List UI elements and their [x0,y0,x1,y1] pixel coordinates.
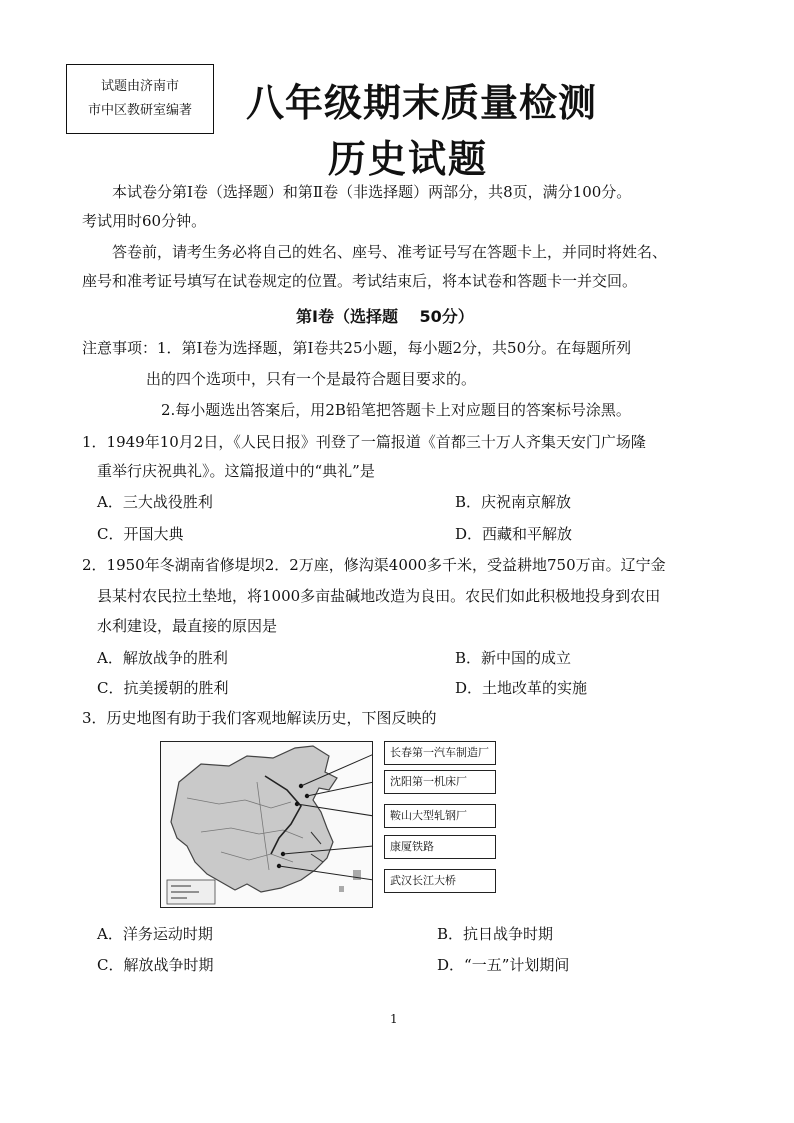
exam-subtitle: 历史试题 [328,137,489,181]
q1-option-a: A．三大战役胜利 [97,493,213,511]
callout-wuhan-yangtze-bridge: 武汉长江大桥 [384,869,496,893]
q1-stem-line2: 重举行庆祝典礼》。这篇报道中的“典礼”是 [97,462,375,480]
notice-line3: 2.每小题选出答案后，用2B铅笔把答题卡上对应题目的答案标号涂黑。 [161,401,631,419]
q3-option-d: D．“一五”计划期间 [437,956,570,974]
notice-line2: 出的四个选项中，只有一个是最符合题目要求的。 [146,370,477,388]
notice-line1: 注意事项：1．第Ⅰ卷为选择题，第Ⅰ卷共25小题，每小题2分，共50分。在每题所列 [82,339,632,357]
q1-option-d: D．西藏和平解放 [455,525,573,543]
q2-stem-line1: 2．1950年冬湖南省修堤坝2．2万座，修沟渠4000多千米，受益耕地750万亩。辽宁金 [82,556,666,574]
q1-option-c: C．开国大典 [97,525,184,543]
callout-anshan-steel-mill: 鞍山大型轧钢厂 [384,804,496,828]
stamp-line-2: 市中区教研室编著 [87,103,192,118]
stamp-line-1: 试题由济南市 [100,79,179,94]
q1-stem-line1: 1．1949年10月2日，《人民日报》刊登了一篇报道《首都三十万人齐集天安门广场隆 [82,433,646,451]
q3-stem-line1: 3．历史地图有助于我们客观地解读历史，下图反映的 [82,709,437,727]
q1-option-b: B．庆祝南京解放 [455,493,572,511]
q3-option-b: B．抗日战争时期 [437,925,554,943]
q2-option-a: A．解放战争的胜利 [97,649,228,667]
q2-option-c: C．抗美援朝的胜利 [97,679,229,697]
q3-option-c: C．解放战争时期 [97,956,214,974]
callout-changchun-auto-plant: 长春第一汽车制造厂 [384,741,496,765]
q2-option-b: B．新中国的成立 [455,649,572,667]
q2-option-d: D．土地改革的实施 [455,679,588,697]
callout-shenyang-machine-tool: 沈阳第一机床厂 [384,770,496,794]
intro-p2-line2: 座号和准考证号填写在试卷规定的位置。考试结束后，将本试卷和答题卡一并交回。 [82,272,638,290]
intro-p2-line1: 答卷前，请考生务必将自己的姓名、座号、准考证号写在答题卡上，并同时将姓名、 [112,243,668,261]
intro-p1-line2: 考试用时60分钟。 [82,212,207,230]
intro-p1-line1: 本试卷分第Ⅰ卷（选择题）和第Ⅱ卷（非选择题）两部分，共8页，满分100分。 [112,183,632,201]
q2-stem-line3: 水利建设，最直接的原因是 [97,617,278,635]
callout-railway: 康厦铁路 [384,835,496,859]
q3-option-a: A．洋务运动时期 [97,925,213,943]
china-map-image [161,742,373,908]
page-number: 1 [390,1012,398,1026]
china-map-figure [160,741,373,908]
q2-stem-line2: 县某村农民拉土垫地，将1000多亩盐碱地改造为良田。农民们如此积极地投身到农田 [97,587,661,605]
section-heading: 第Ⅰ卷（选择题 50分） [296,307,474,326]
editor-stamp [66,64,214,134]
exam-title: 八年级期末质量检测 [246,81,598,125]
